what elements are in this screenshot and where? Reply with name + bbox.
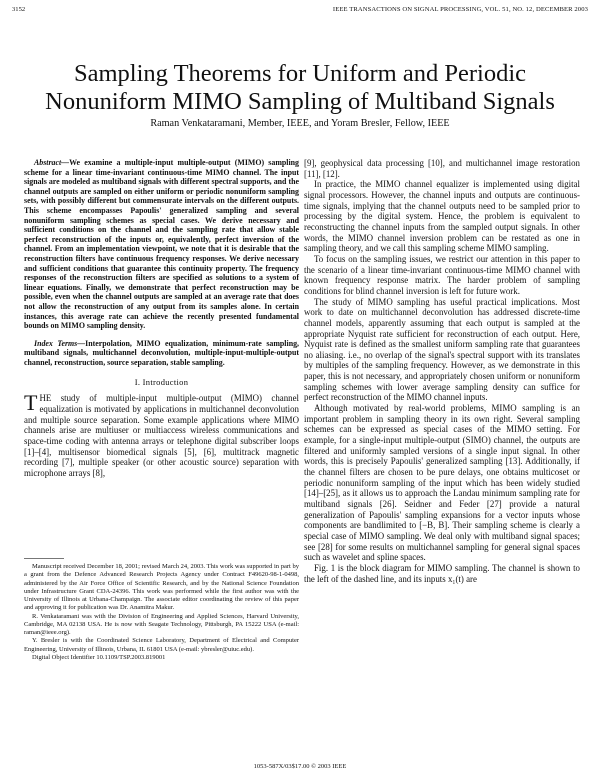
right-paragraph-5: Fig. 1 is the block diagram for MIMO sampling. The channel is shown to the left of the dashed line, and its inputs x₁(t) are — [304, 562, 580, 584]
footnote-manuscript: Manuscript received December 18, 2001; revised March 24, 2003. This work was supported in part by a grant from the Defence Advanced Research Projects Agency under Contract F49620-98-1-0498, administered by the Air Force Office of Scientific Research, and by the National Science Foundation under Infrastructure Grant CDA-24396. This work was performed while the first author was with the University of Illinois at Urbana-Champaign. The associate editor coordinating the review of this paper and approving it for publication was Dr. Anamitra Makur. — [24, 563, 299, 612]
footnote — [24, 558, 299, 662]
abstract-text: We examine a multiple-input multiple-output (MIMO) sampling scheme for a linear time-invariant continuous-time MIMO channel. The input signals are modeled as multiband signals with different spectral supports, and the channel outputs are sampled on either uniform or periodic nonuniform sampling sets, with possibly different but commensurate intervals on the different outputs. This scheme encompasses Papoulis' generalized sampling and several nonuniform sampling schemes as special cases. We derive necessary and sufficient conditions on the channel and the sampling rate that allow stable perfect reconstruction of the inputs or, equivalently, perfect inversion of the channel. From an implementation viewpoint, we note that it is desirable that the reconstruction filters have continuous frequency responses. We derive necessary and sufficient conditions that guarantee this continuity property. The frequency responses of the reconstruction filters are specified as solutions to a system of linear equations. Finally, we demonstrate that perfect reconstruction may be possible, even when the channel outputs are sampled at an average rate that does not allow the reconstruction of any output from its samples alone. In certain instances, this average rate can achieve the recently presented fundamental bounds on MIMO sampling density. — [24, 158, 299, 331]
left-column — [24, 158, 299, 479]
paper-title — [0, 60, 600, 116]
footnote-author1: R. Venkataramani was with the Division of Engineering and Applied Sciences, Harvard University, Cambridge, MA 02138 USA. He is now with Seagate Technology, Pittsburgh, PA 15222 USA (e-mail: raman@ieee.org). — [24, 612, 299, 636]
footnote-rule — [24, 558, 64, 559]
journal-header: IEEE TRANSACTIONS ON SIGNAL PROCESSING, VOL. 51, NO. 12, DECEMBER 2003 — [332, 6, 588, 13]
drop-cap: T — [24, 390, 38, 416]
right-paragraph-1: In practice, the MIMO channel equalizer is implemented using digital signal processors. However, the channel inputs and outputs are continuous-time signals, implying that the channel outputs need to be sampled prior to processing by the digital system. Hence, the problem is equivalent to reconstructing the channel inputs from the sampled output signals. In other words, the MIMO channel inversion problem can be restated as one in sampling theory, and we call this sampling scheme MIMO sampling. — [304, 179, 580, 254]
footnote-doi: Digital Object Identifier 10.1109/TSP.2003.819001 — [32, 653, 166, 661]
abstract-label: Abstract— — [34, 158, 70, 167]
copyright: 1053-587X/03$17.00 © 2003 IEEE — [253, 763, 347, 770]
right-paragraph-0: [9], geophysical data processing [10], and multichannel image restoration [11], [12]. — [304, 158, 580, 179]
right-paragraph-4: Although motivated by real-world problems, MIMO sampling is an important problem in sampling theory in its own right. Several sampling schemes can be expressed as special cases of the MIMO setting. For example, for a single-input multiple-output (SIMO) channel, the outputs are filtered and uniformly sampled versions of a single input signal. In other words, this is precisely Papoulis' generalized sampling [13]. Additionally, if the channel filters are chosen to be pure delays, one obtains multicoset or periodic nonuniform sampling of the input which has been widely studied [14]–[25], as it allows us to approach the Landau minimum sampling rate for multiband signals [26]. Seidner and Feder [27] provide a natural generalization of Papoulis' sampling expansions for a vector inputs whose components are bandlimited to [−B, B]. Their sampling scheme is clearly a special case of MIMO sampling. We deal only with multiband signal spaces; see [28] for some results on multichannel sampling for general signal spaces such as wavelet and spline spaces. — [304, 403, 580, 563]
abstract — [24, 158, 299, 331]
title-line-1: Sampling Theorems for Uniform and Periodic — [73, 60, 527, 87]
section-heading: I. Introduction — [134, 377, 189, 388]
index-terms-text: Interpolation, MIMO equalization, minimum-rate sampling, multiband signals, multichannel deconvolution, multiple-input-multiple-output channel, reconstruction, source separation, stable sampling. — [24, 338, 300, 367]
intro-text: HE study of multiple-input multiple-output (MIMO) channel equalization is motivated by applications in multichannel deconvolution and multiple source separation. Some example applications where MIMO channels arise are multiuser or multiaccess wireless communications and space-time coding with antenna arrays or telephone digital subscriber loops [1]–[4], multisensor biomedical signals [5], [6], multitrack magnetic recording [7], multiple speaker (or other acoustic source) separation with microphone arrays [8], — [24, 393, 299, 479]
index-terms — [24, 339, 299, 368]
authors: Raman Venkataramani, Member, IEEE, and Yoram Bresler, Fellow, IEEE — [150, 118, 450, 129]
index-terms-label: Index Terms— — [34, 338, 86, 348]
intro-paragraph — [24, 390, 299, 479]
right-paragraph-3: The study of MIMO sampling has useful practical implications. Most work to date on multichannel deconvolution has addressed discrete-time channel models, apparently assuming that each output is sampled at the appropriate Nyquist rate sufficient for reconstruction of each output. Here, Nyquist rate is defined as the smallest uniform sampling rate that guarantees no aliasing. i.e., no overlap of the signal's spectral support with its translates by multiples of the sampling frequency. However, as we demonstrate in this paper, this is not necessary, and appropriately chosen uniform or nonuniform sampling schemes with lower average sampling density can suffice for perfect reconstruction of the MIMO channel inputs. — [304, 296, 580, 403]
title-line-2: Nonuniform MIMO Sampling of Multiband Signals — [45, 88, 555, 115]
running-header — [12, 6, 588, 18]
right-paragraph-2: To focus on the sampling issues, we restrict our attention in this paper to the scenario of a linear time-invariant continuous-time MIMO channel with known frequency response matrix. The harder problem of sampling conditions for blind channel inversion is left for future work. — [304, 253, 580, 296]
page-number: 3152 — [12, 6, 26, 13]
right-column — [304, 158, 580, 584]
footnote-author2: Y. Bresler is with the Coordinated Science Laboratory, Department of Electrical and Computer Engineering, University of Illinois, Urbana, IL 61801 USA (e-mail: ybresler@uiuc.edu). — [24, 637, 299, 653]
